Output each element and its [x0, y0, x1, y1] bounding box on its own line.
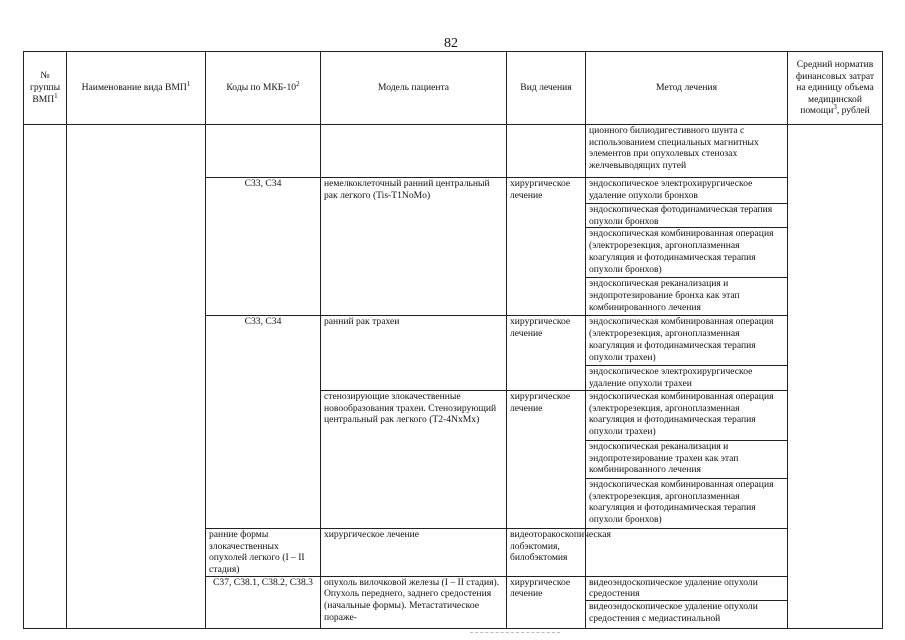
header-no-sup: 1 — [54, 91, 58, 100]
header-patient-model: Модель пациента — [321, 52, 507, 125]
model-cell: немелкоклеточный ранний центральный рак легкого (Tis-T1NoMo) — [321, 178, 507, 316]
header-no-line3: ВМП — [32, 93, 55, 105]
codes-cell: C33, C34 — [206, 316, 321, 528]
codes-cell: C37, C38.1, C38.2, C38.3 — [206, 576, 321, 628]
method-cell: видеоэндоскопическое удаление опухоли средостения — [586, 576, 788, 600]
header-group-number — [24, 52, 67, 125]
method-cell: эндоскопическое электрохирургическое удаление опухоли бронхов — [586, 178, 788, 204]
treatment-cell: хирургическое лечение — [507, 390, 586, 528]
treatment-cell: хирургическое лечение — [507, 576, 586, 628]
model-cell: ранний рак трахеи — [321, 316, 507, 390]
header-no-line1: № — [40, 70, 50, 82]
header-cost-sup: 3 — [833, 102, 837, 111]
header-treatment-type: Вид лечения — [507, 52, 586, 125]
treatment-cell — [507, 125, 586, 178]
header-icd-codes — [206, 52, 321, 125]
method-cell: эндоскопическая реканализация и эндопротезирование трахеи как этап комбинированного лечения — [586, 440, 788, 478]
header-name-text: Наименование вида ВМП — [81, 82, 187, 94]
group-number-cell — [24, 125, 67, 629]
header-treatment-method: Метод лечения — [586, 52, 788, 125]
model-cell — [321, 125, 507, 178]
vmp-table — [23, 51, 883, 629]
header-average-cost — [788, 52, 883, 125]
model-cell: стенозирующие злокачественные новообразования трахеи. Стенозирующий центральный рак легкого (T2-4NxMx) — [321, 390, 507, 528]
treatment-cell: хирургическое лечение — [321, 528, 507, 576]
method-cell: видеоэндоскопическое удаление опухоли средостения с медиастинальной — [586, 601, 788, 629]
header-codes-text: Коды по МКБ-10 — [226, 82, 297, 94]
header-cost-text: Средний норматив финансовых затрат на единицу объема медицинской помощи — [795, 59, 875, 117]
model-cell: опухоль вилочковой железы (I – II стадия). Опухоль переднего, заднего средостения (начальные формы). Метастатическое пораже- — [321, 576, 507, 628]
model-cell: ранние формы злокачественных опухолей легкого (I – II стадия) — [206, 528, 321, 576]
method-cell: видеоторакоскопическая лобэктомия, билобэктомия — [507, 528, 586, 576]
method-cell: эндоскопическая комбинированная операция (электрорезекция, аргоноплазменная коагуляция и фотодинамическая терапия опухоли трахеи) — [586, 390, 788, 440]
method-cell: ционного билиодигестивного шунта с использованием специальных магнитных элементов при опухолевых стенозах желчевыводящих путей — [586, 125, 788, 178]
treatment-cell: хирургическое лечение — [507, 316, 586, 390]
header-name-sup: 1 — [186, 79, 191, 88]
method-cell: эндоскопическая фотодинамическая терапия опухоли бронхов — [586, 204, 788, 228]
codes-cell: C33, C34 — [206, 178, 321, 316]
method-cell: эндоскопическая комбинированная операция (электрорезекция, аргоноплазменная коагуляция и фотодинамическая терапия опухоли трахеи) — [586, 316, 788, 366]
header-row — [24, 52, 883, 125]
header-cost-tail: , рублей — [836, 105, 870, 117]
footer-divider — [470, 632, 560, 637]
header-vmp-name — [67, 52, 206, 125]
header-no-line2: группы — [29, 82, 61, 94]
method-cell: эндоскопическая комбинированная операция (электрорезекция, аргоноплазменная коагуляция и фотодинамическая терапия опухоли бронхов) — [586, 228, 788, 278]
method-cell: эндоскопическая комбинированная операция (электрорезекция, аргоноплазменная коагуляция и фотодинамическая терапия опухоли бронхов) — [586, 478, 788, 528]
table-row — [24, 125, 883, 178]
page-number: 82 — [444, 36, 458, 51]
method-cell: эндоскопическое электрохирургическое удаление опухоли трахеи — [586, 366, 788, 390]
codes-cell — [206, 125, 321, 178]
method-cell: эндоскопическая реканализация и эндопротезирование бронха как этап комбинированного лечения — [586, 278, 788, 316]
header-codes-sup: 2 — [296, 79, 300, 88]
cost-cell — [788, 125, 883, 629]
treatment-cell: хирургическое лечение — [507, 178, 586, 316]
vmp-name-cell — [67, 125, 206, 629]
